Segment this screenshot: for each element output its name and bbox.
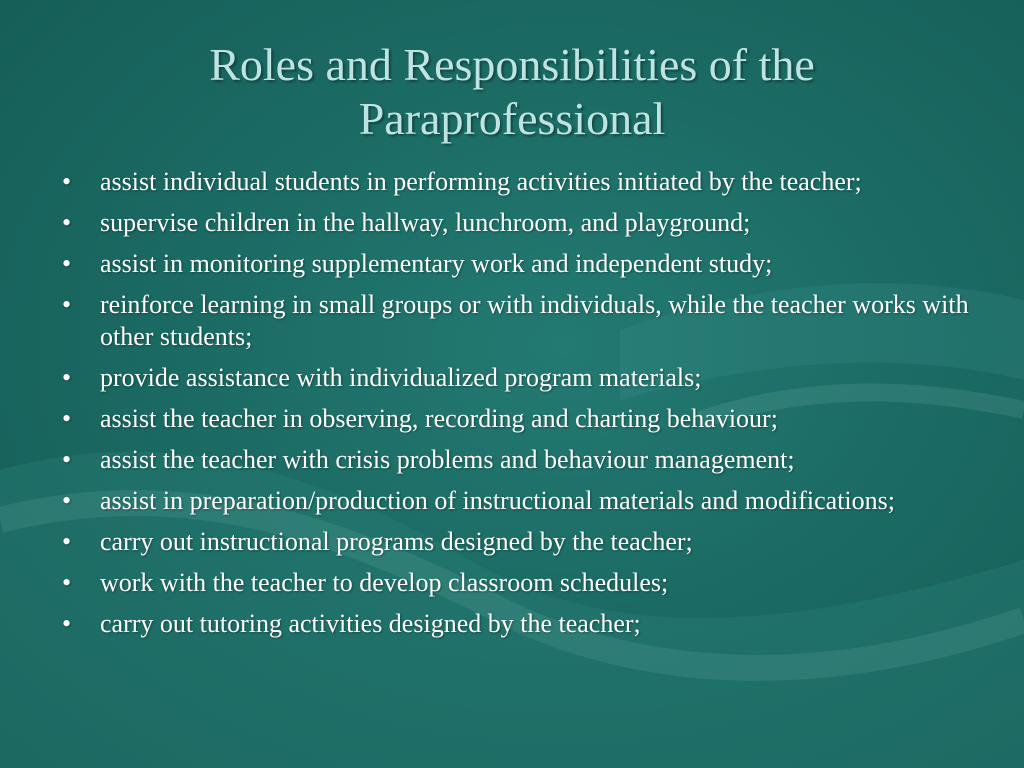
- bullet-text: supervise children in the hallway, lunchroom, and playground;: [100, 208, 751, 237]
- bullet-item: [62, 403, 982, 435]
- bullet-text: assist in monitoring supplementary work and independent study;: [100, 249, 773, 278]
- bullet-list: [62, 166, 982, 649]
- bullet-icon: •: [62, 249, 72, 278]
- bullet-text: provide assistance with individualized program materials;: [100, 363, 702, 392]
- bullet-item: [62, 567, 982, 599]
- bullet-icon: •: [62, 609, 72, 638]
- bullet-item: [62, 526, 982, 558]
- bullet-icon: •: [62, 290, 72, 319]
- bullet-item: [62, 362, 982, 394]
- bullet-text: assist individual students in performing activities initiated by the teacher;: [100, 167, 862, 196]
- bullet-icon: •: [62, 486, 72, 515]
- bullet-icon: •: [62, 445, 72, 474]
- bullet-text: carry out tutoring activities designed by the teacher;: [100, 609, 641, 638]
- bullet-icon: •: [62, 404, 72, 433]
- bullet-icon: •: [62, 167, 72, 196]
- bullet-text: work with the teacher to develop classroom schedules;: [100, 568, 669, 597]
- bullet-text: carry out instructional programs designed by the teacher;: [100, 527, 693, 556]
- bullet-item: [62, 444, 982, 476]
- bullet-text: assist the teacher in observing, recording and charting behaviour;: [100, 404, 778, 433]
- bullet-text: assist the teacher with crisis problems and behaviour management;: [100, 445, 795, 474]
- bullet-item: [62, 166, 982, 198]
- bullet-icon: •: [62, 527, 72, 556]
- bullet-item: [62, 289, 982, 353]
- bullet-item: [62, 248, 982, 280]
- slide-title: Roles and Responsibilities of the Paraprofessional: [209, 39, 815, 144]
- bullet-icon: •: [62, 363, 72, 392]
- bullet-icon: •: [62, 568, 72, 597]
- bullet-item: [62, 207, 982, 239]
- bullet-item: [62, 608, 982, 640]
- bullet-item: [62, 485, 982, 517]
- bullet-icon: •: [62, 208, 72, 237]
- bullet-text: assist in preparation/production of instructional materials and modifications;: [100, 486, 895, 515]
- bullet-text: reinforce learning in small groups or with individuals, while the teacher works with other students;: [100, 290, 969, 351]
